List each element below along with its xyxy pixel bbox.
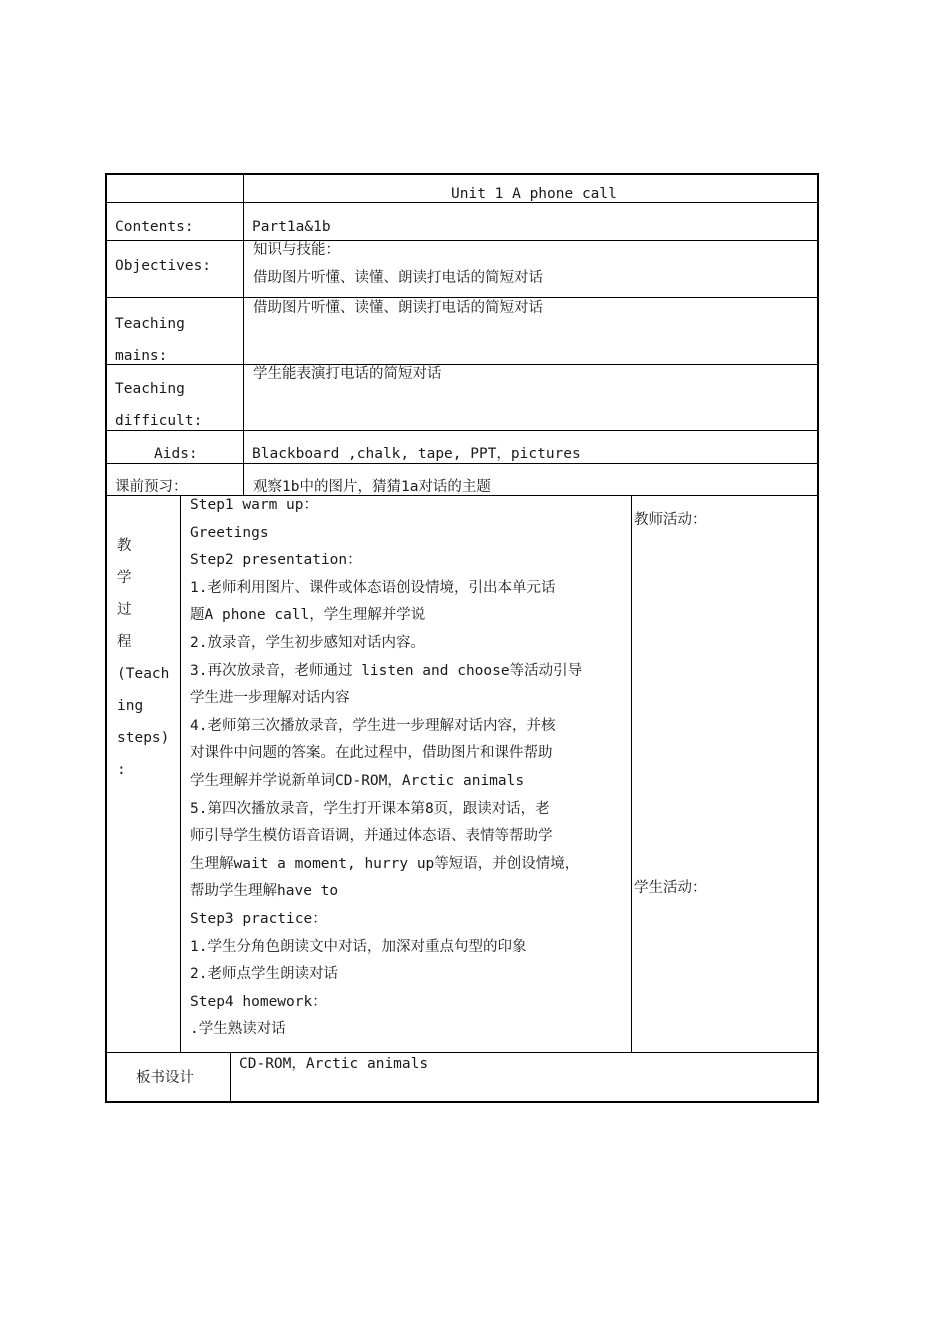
aids-label: Aids: bbox=[154, 446, 198, 462]
step-line: 3.再次放录音，老师通过 listen and choose等活动引导 bbox=[190, 662, 583, 679]
step-line: 生理解wait a moment, hurry up等短语，并创设情境， bbox=[190, 855, 580, 872]
contents-label: Contents: bbox=[115, 219, 194, 235]
step-line: Step3 practice： bbox=[190, 910, 327, 927]
step-line: .学生熟读对话 bbox=[190, 1021, 286, 1038]
process-label-char: 过 bbox=[117, 602, 132, 618]
teaching-difficult-label-2: difficult: bbox=[115, 413, 203, 429]
teaching-difficult-value: 学生能表演打电话的简短对话 bbox=[253, 366, 442, 382]
student-activity-label: 学生活动： bbox=[634, 880, 707, 896]
teaching-mains-label-1: Teaching bbox=[115, 316, 185, 332]
process-label-char: (Teach bbox=[117, 666, 170, 682]
step-line: 1.老师利用图片、课件或体态语创设情境，引出本单元话 bbox=[190, 579, 556, 596]
unit-title: Unit 1 A phone call bbox=[451, 186, 617, 202]
process-label-char: 程 bbox=[117, 634, 132, 650]
preview-value: 观察1b中的图片，猜猜1a对话的主题 bbox=[253, 479, 491, 495]
aids-value: Blackboard ,chalk, tape, PPT，pictures bbox=[252, 446, 581, 462]
step-line: 题A phone call，学生理解并学说 bbox=[190, 607, 426, 624]
process-label-char: steps) bbox=[117, 730, 170, 746]
step-line: 2.放录音，学生初步感知对话内容。 bbox=[190, 634, 425, 651]
step-line: Step1 warm up： bbox=[190, 497, 318, 513]
objectives-line1: 知识与技能： bbox=[253, 242, 340, 258]
step-line: Step4 homework： bbox=[190, 993, 327, 1010]
step-line: 5.第四次播放录音，学生打开课本第8页，跟读对话，老 bbox=[190, 800, 550, 817]
step-line: 学生进一步理解对话内容 bbox=[190, 690, 350, 707]
step-line: Greetings bbox=[190, 524, 269, 541]
step-line: 2.老师点学生朗读对话 bbox=[190, 966, 338, 983]
step-line: 帮助学生理解have to bbox=[190, 883, 339, 900]
step-line: 4.老师第三次播放录音，学生进一步理解对话内容，并核 bbox=[190, 717, 556, 734]
teaching-mains-value: 借助图片听懂、读懂、朗读打电话的简短对话 bbox=[253, 300, 543, 316]
process-label-char: ing bbox=[117, 698, 144, 714]
preview-label: 课前预习： bbox=[115, 479, 188, 495]
teaching-difficult-label-1: Teaching bbox=[115, 381, 185, 397]
objectives-line2: 借助图片听懂、读懂、朗读打电话的简短对话 bbox=[253, 270, 543, 286]
objectives-label: Objectives: bbox=[115, 258, 212, 274]
board-value: CD-ROM，Arctic animals bbox=[239, 1056, 429, 1072]
process-label-char: : bbox=[117, 762, 126, 778]
contents-value: Part1a&1b bbox=[252, 219, 331, 235]
step-line: Step2 presentation： bbox=[190, 552, 362, 569]
process-label-char: 学 bbox=[117, 570, 132, 586]
teaching-steps bbox=[190, 496, 625, 1048]
step-line: 对课件中问题的答案。在此过程中，借助图片和课件帮助 bbox=[190, 745, 553, 762]
teaching-mains-label-2: mains: bbox=[115, 348, 168, 364]
process-label-char: 教 bbox=[117, 538, 132, 554]
step-line: 学生理解并学说新单词CD-ROM，Arctic animals bbox=[190, 772, 525, 789]
step-line: 师引导学生模仿语音语调，并通过体态语、表情等帮助学 bbox=[190, 828, 553, 845]
board-label: 板书设计 bbox=[136, 1070, 194, 1086]
teacher-activity-label: 教师活动： bbox=[634, 512, 707, 528]
step-line: 1.学生分角色朗读文中对话，加深对重点句型的印象 bbox=[190, 938, 527, 955]
